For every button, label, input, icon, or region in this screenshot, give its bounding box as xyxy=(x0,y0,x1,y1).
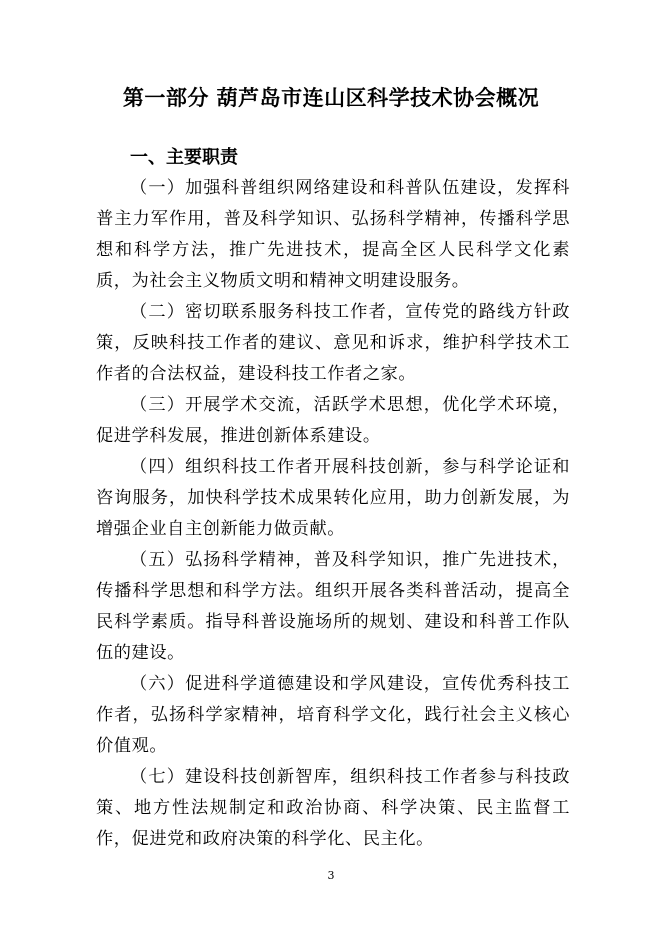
paragraph-duty-4: （四）组织科技工作者开展科技创新，参与科学论证和咨询服务，加快科学技术成果转化应用，助力创新发展，为增强企业自主创新能力做贡献。 xyxy=(96,457,570,539)
page-title: 第一部分 葫芦岛市连山区科学技术协会概况 xyxy=(122,86,540,110)
paragraph-duty-5: （五）弘扬科学精神，普及科学知识，推广先进技术，传播科学思想和科学方法。组织开展各类科普活动，提高全民科学素质。指导科普设施场所的规划、建设和科普工作队伍的建设。 xyxy=(96,550,570,663)
paragraph-duty-2: （二）密切联系服务科技工作者，宣传党的路线方针政策，反映科技工作者的建议、意见和诉求，维护科学技术工作者的合法权益，建设科技工作者之家。 xyxy=(96,302,570,384)
paragraph-duty-6: （六）促进科学道德建设和学风建设，宣传优秀科技工作者，弘扬科学家精神，培育科学文化，践行社会主义核心价值观。 xyxy=(96,674,570,756)
paragraph-duty-7: （七）建设科技创新智库，组织科技工作者参与科技政策、地方性法规制定和政治协商、科学决策、民主监督工作，促进党和政府决策的科学化、民主化。 xyxy=(96,767,570,849)
paragraph-duty-3: （三）开展学术交流，活跃学术思想，优化学术环境，促进学科发展，推进创新体系建设。 xyxy=(96,395,570,446)
section-heading: 一、主要职责 xyxy=(130,147,238,168)
duties-body xyxy=(96,173,570,855)
page-number: 3 xyxy=(327,869,335,882)
paragraph-duty-1: （一）加强科普组织网络建设和科普队伍建设，发挥科普主力军作用，普及科学知识、弘扬科学精神，传播科学思想和科学方法，推广先进技术，提高全区人民科学文化素质，为社会主义物质文明和精神文明建设服务。 xyxy=(96,178,570,291)
